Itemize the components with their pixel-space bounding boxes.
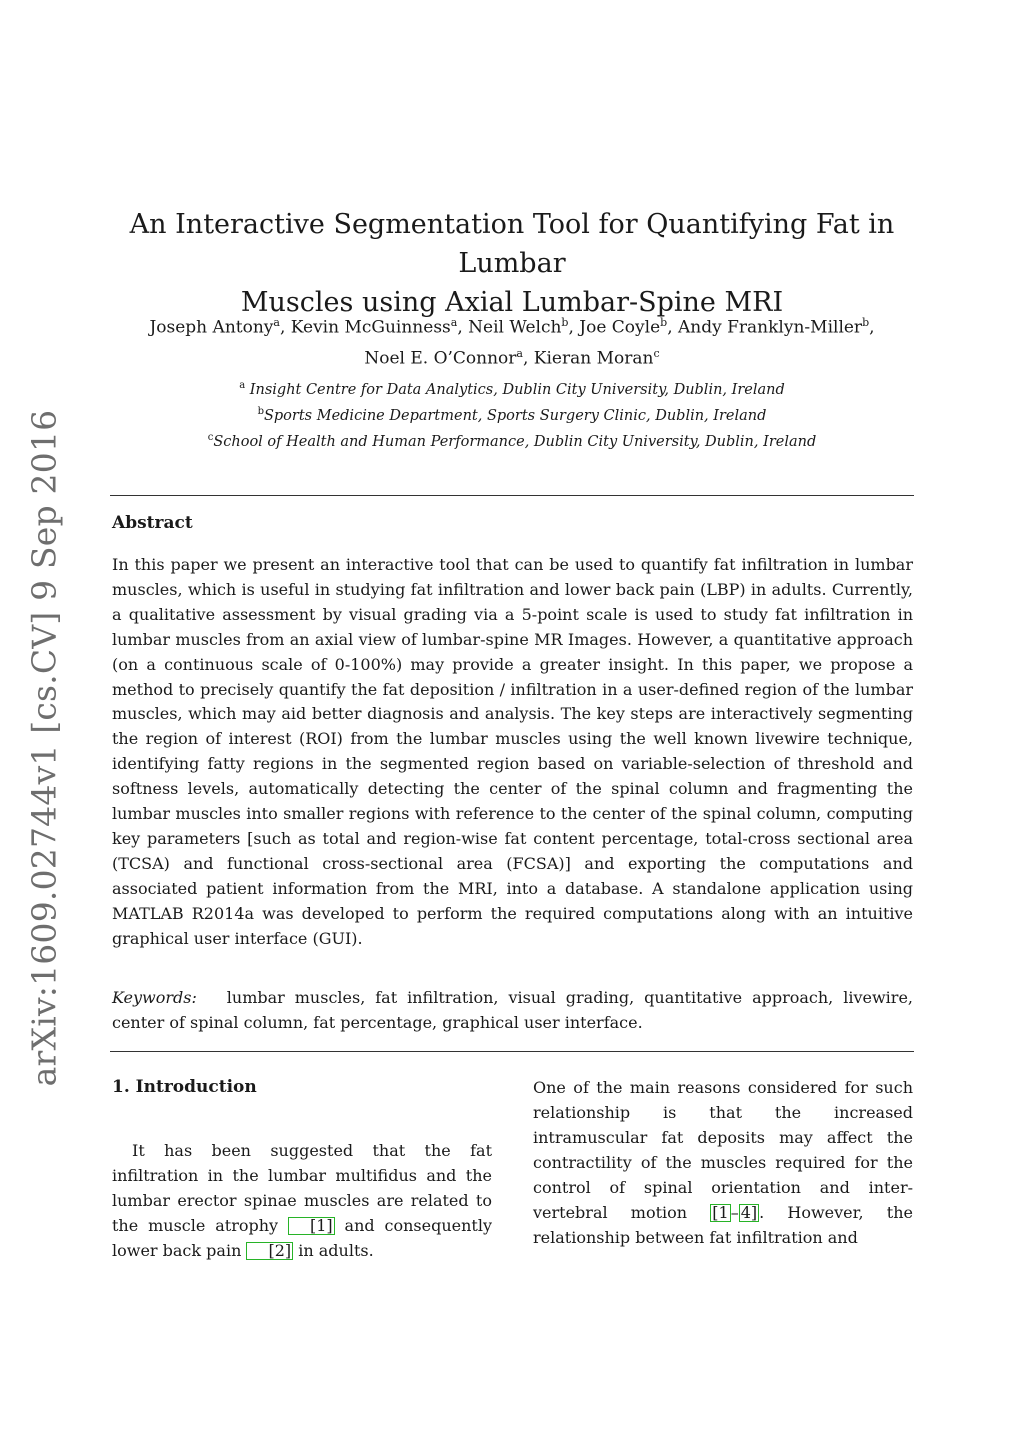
- author: Noel E. O’Connor: [364, 348, 517, 369]
- intro-paragraph: [112, 1138, 492, 1263]
- author: Kevin McGuinness: [290, 317, 451, 338]
- title-line-1: An Interactive Segmentation Tool for Quantifying Fat in Lumbar: [129, 209, 895, 279]
- affiliation-text: Sports Medicine Department, Sports Surgery Clinic, Dublin, Ireland: [263, 407, 767, 424]
- separator: ,: [667, 317, 678, 338]
- text-run: It has been suggested that the fat infiltration in the lumbar multifidus and the lumbar erector spinae muscles are related to the muscle atrophy: [112, 1141, 492, 1235]
- top-divider: [110, 495, 914, 496]
- intro-left-column: [112, 1138, 492, 1263]
- separator: ,: [522, 348, 534, 369]
- paper-title: [110, 205, 914, 322]
- affiliation-line: [110, 401, 914, 427]
- separator: ,: [568, 317, 580, 338]
- abstract-body: In this paper we present an interactive tool that can be used to quantify fat infiltration in lumbar muscles, which is useful in studying fat infiltration and lower back pain (LBP) in adults. Currently, a qualitative assessment by visual grading via a 5-point scale is used to study fat infiltration in lumbar muscles from an axial view of lumbar-spine MR Images. However, a quantitative approach (on a continuous scale of 0-100%) may provide a greater insight. In this paper, we propose a method to precisely quantify the fat deposition / infiltration in a user-defined region of the lumbar muscles, which may aid better diagnosis and analysis. The key steps are interactively segmenting the region of interest (ROI) from the lumbar muscles using the well known livewire technique, identifying fatty regions in the segmented region based on variable-selection of threshold and softness levels, automatically detecting the center of the spinal column and fragmenting the lumbar muscles into smaller regions with reference to the center of the spinal column, computing key parameters [such as total and region-wise fat content percentage, total-cross sectional area (TCSA) and functional cross-sectional area (FCSA)] and exporting the computations and associated patient information from the MRI, into a database. A standalone application using MATLAB R2014a was developed to perform the required computations along with an intuitive graphical user interface (GUI).: [112, 555, 913, 948]
- text-run: and consequently lower back pain: [112, 1216, 493, 1260]
- section-heading-introduction: 1. Introduction: [112, 1077, 257, 1097]
- author-list: [110, 310, 914, 371]
- affiliation-mark: a: [239, 380, 246, 391]
- affiliation-mark: a: [516, 346, 523, 360]
- text-run: . However, the relationship between fat infiltration and: [533, 1203, 913, 1247]
- author: Joe Coyle: [579, 317, 661, 338]
- affiliation-text: Insight Centre for Data Analytics, Dublin City University, Dublin, Ireland: [245, 381, 785, 398]
- keywords-label: Keywords:: [112, 988, 197, 1007]
- citation-dash: –: [730, 1203, 739, 1222]
- arxiv-identifier: arXiv:1609.02744v1 [cs.CV] 9 Sep 2016: [24, 409, 64, 1087]
- keywords-text: lumbar muscles, fat infiltration, visual grading, quantitative approach, livewire, center of spinal column, fat percentage, graphical user interface.: [112, 988, 913, 1032]
- affiliation-mark: c: [653, 346, 660, 360]
- separator: ,: [279, 317, 291, 338]
- title-line-2: Muscles using Axial Lumbar-Spine MRI: [240, 287, 784, 318]
- citation-link[interactable]: [2]: [246, 1242, 293, 1260]
- affiliation-line: [110, 427, 914, 453]
- text-run: One of the main reasons considered for such relationship is that the increased intramuscular fat deposits may affect the contractility of the muscles required for the control of spinal orientation and inter-vertebral motion: [533, 1078, 913, 1222]
- author: Andy Franklyn-Miller: [678, 317, 863, 338]
- affiliation-mark: b: [862, 316, 870, 329]
- affiliation-list: [110, 375, 914, 452]
- intro-right-column: [533, 1075, 913, 1250]
- affiliation-line: [110, 375, 914, 401]
- affiliation-mark: b: [257, 405, 264, 417]
- separator: ,: [457, 317, 469, 338]
- citation-link[interactable]: [1: [712, 1203, 729, 1222]
- keywords: [112, 986, 913, 1036]
- text-run: in adults.: [293, 1241, 374, 1260]
- author: Neil Welch: [468, 317, 562, 338]
- affiliation-mark: b: [660, 316, 668, 329]
- abstract-heading: Abstract: [112, 513, 193, 533]
- citation-link[interactable]: 4]: [740, 1203, 758, 1222]
- affiliation-text: School of Health and Human Performance, Dublin City University, Dublin, Ireland: [213, 433, 817, 450]
- affiliation-mark: a: [273, 316, 280, 329]
- separator: ,: [869, 317, 875, 338]
- affiliation-mark: a: [450, 316, 458, 329]
- affiliation-mark: b: [561, 316, 569, 329]
- author: Kieran Moran: [533, 348, 654, 369]
- affiliation-mark: c: [207, 431, 214, 443]
- author: Joseph Antony: [149, 317, 274, 338]
- citation-link[interactable]: [1]: [288, 1217, 335, 1235]
- bottom-divider: [110, 1051, 914, 1052]
- intro-paragraph: [533, 1075, 913, 1250]
